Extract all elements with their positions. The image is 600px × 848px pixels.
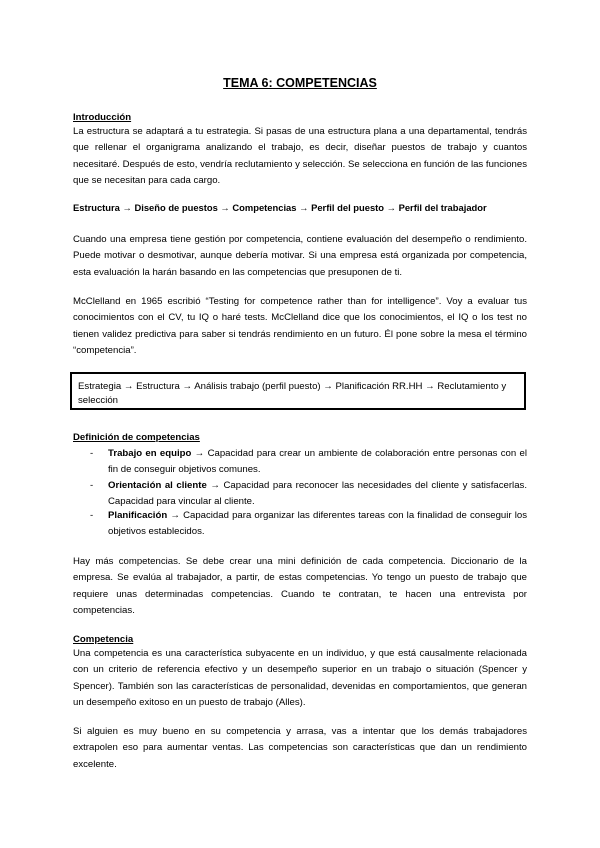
strategy-flow-text: Estrategia → Estructura → Análisis trabajo (perfil puesto) → Planificación RR.HH → Reclutamiento y selección bbox=[78, 381, 507, 406]
intro-paragraph: La estructura se adaptará a tu estrategia. Si pasas de una estructura plana a una departamental, tendrás que rellenar el organigrama analizando el trabajo, es decir, diseñar puestos de trabajo y cuantos necesitaré. Después de esto, vendría reclutamiento y selección. Se selecciona en función de las funciones que se necesitan para cada cargo. bbox=[73, 126, 527, 187]
section-heading-definicion: Definición de competencias bbox=[73, 432, 200, 443]
bullet-dash: - bbox=[90, 448, 94, 459]
competency-definition: → Capacidad para organizar las diferentes tareas con la finalidad de conseguir los objetivos establecidos. bbox=[108, 510, 527, 537]
competencia-paragraph-2: Si alguien es muy bueno en su competencia y arrasa, vas a intentar que los demás trabajadores extrapolen eso para aumentar ventas. Las competencias son características que dan un rendimiento excelente. bbox=[73, 726, 527, 770]
page-title: TEMA 6: COMPETENCIAS bbox=[223, 76, 377, 90]
intro-paragraph-3: McClelland en 1965 escribió “Testing for competence rather than for intelligence”. Voy a evaluar tus conocimientos con el CV, tu IQ o haré tests. McClelland dice que los conocimientos, el IQ o los test no tienen validez predictiva para saber si tendrás rendimiento en un futuro. Él pone sobre la mesa el término “competencia”. bbox=[73, 296, 527, 357]
competencia-paragraph: Una competencia es una característica subyacente en un individuo, y que está causalmente relacionada con un criterio de referencia efectivo y un desempeño superior en un trabajo o situación (Spencer y Spencer). También son las características de personalidad, devenidas en comportamientos, que generan un desempeño exitoso en un puesto de trabajo (Alles). bbox=[73, 648, 527, 709]
process-flow: Estructura → Diseño de puestos → Competencias → Perfil del puesto → Perfil del trabajador bbox=[73, 202, 487, 213]
bullet-dash: - bbox=[90, 480, 94, 491]
competency-term: Planificación bbox=[108, 510, 168, 521]
competency-definition: → Capacidad para reconocer las necesidades del cliente y satisfacerlas. Capacidad para vincular al cliente. bbox=[108, 480, 527, 507]
competency-term: Orientación al cliente bbox=[108, 480, 207, 491]
definicion-paragraph: Hay más competencias. Se debe crear una mini definición de cada competencia. Diccionario de la empresa. Se evalúa al trabajador, a partir, de estas competencias. Yo tengo un puesto de trabajo que requiere unas determinadas competencias. Cuando te contratan, te hacen una entrevista por competencias. bbox=[73, 556, 527, 617]
section-heading-introduccion: Introducción bbox=[73, 112, 132, 123]
competency-term: Trabajo en equipo bbox=[108, 448, 192, 459]
strategy-flow-box bbox=[70, 372, 526, 410]
bullet-dash: - bbox=[90, 510, 94, 521]
section-heading-competencia: Competencia bbox=[73, 634, 134, 645]
competency-definition: → Capacidad para crear un ambiente de colaboración entre personas con el fin de conseguir objetivos comunes. bbox=[108, 448, 527, 475]
intro-paragraph-2: Cuando una empresa tiene gestión por competencia, contiene evaluación del desempeño o rendimiento. Puede motivar o desmotivar, aunque debería motivar. Si una empresa está organizada por competencia, esta evaluación la harán basando en las competencias que presuponen de ti. bbox=[73, 234, 527, 278]
